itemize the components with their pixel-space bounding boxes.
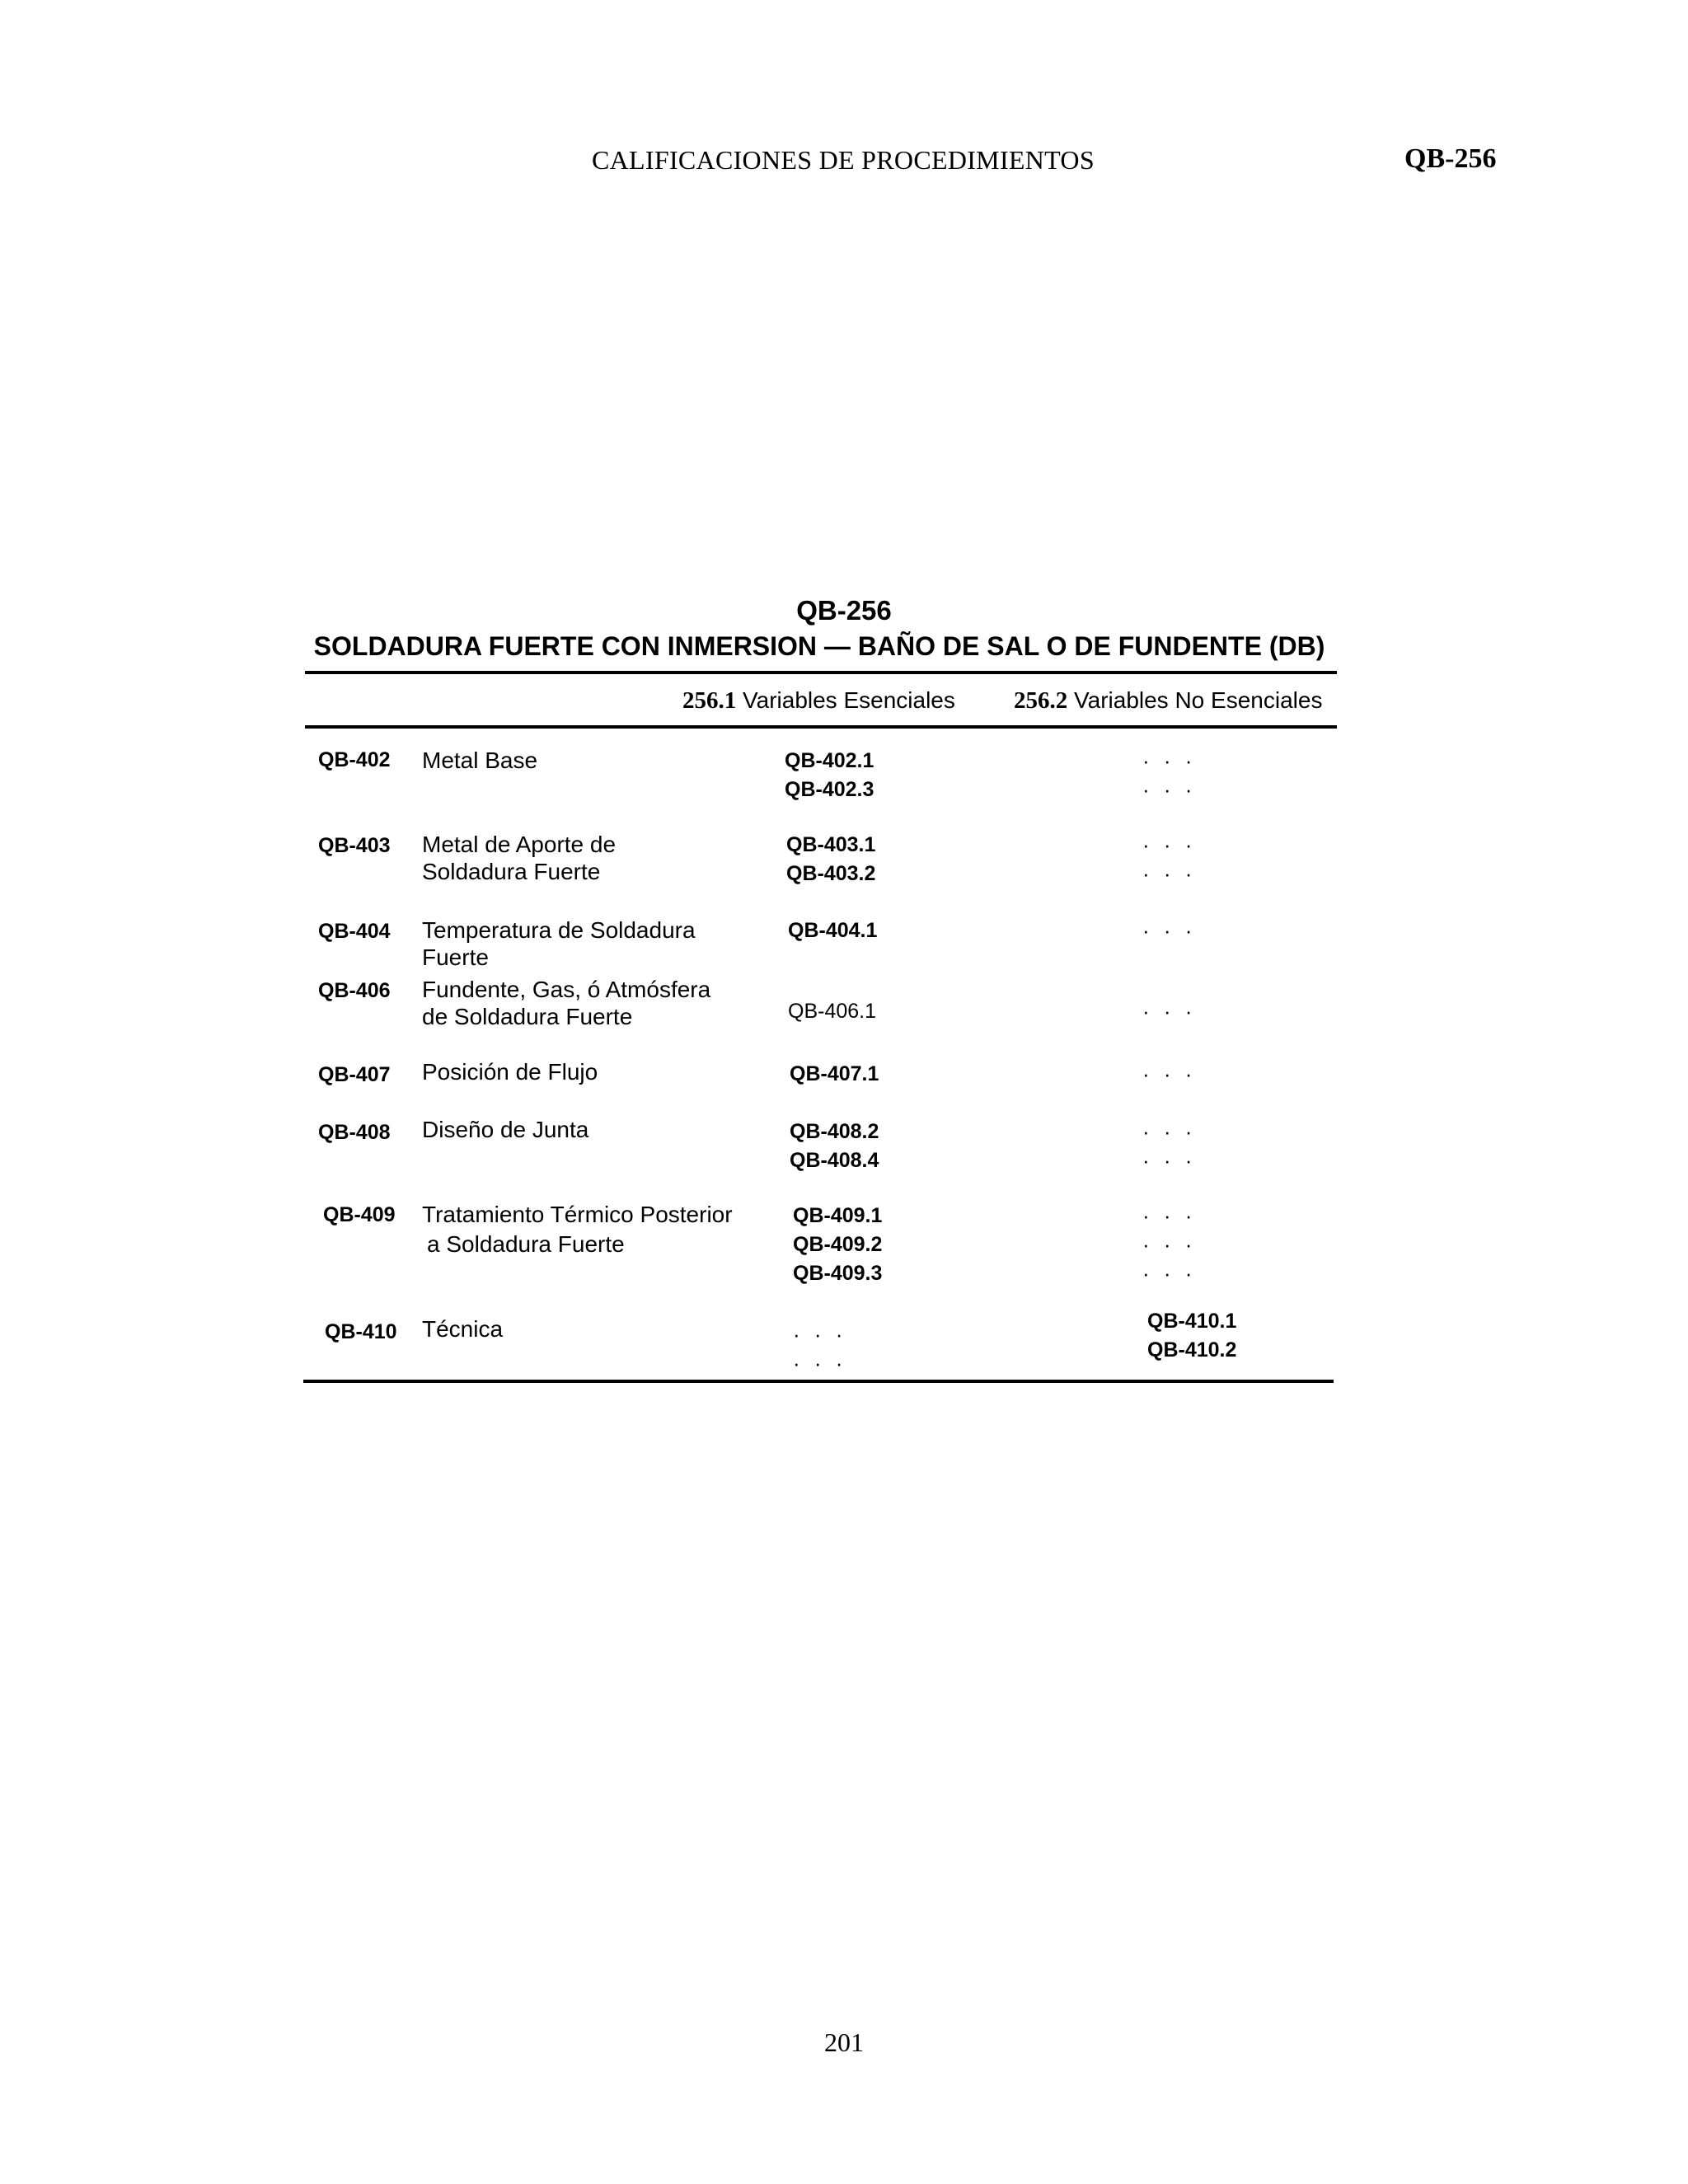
essential-variables: QB-402.1 QB-402.3 xyxy=(785,749,874,801)
row-code: QB-406 xyxy=(318,979,391,1002)
column-header-essential xyxy=(682,687,955,715)
running-header-title: CALIFICACIONES DE PROCEDIMIENTOS xyxy=(592,145,1095,175)
nonessential-variables: · · · · · · xyxy=(1142,1119,1197,1173)
column-nonessential-number: 256.2 xyxy=(1014,687,1068,714)
essential-variables: QB-409.1 QB-409.2 QB-409.3 xyxy=(793,1204,883,1285)
header-rule xyxy=(305,725,1337,729)
row-code: QB-403 xyxy=(318,834,391,857)
nonessential-variables: · · · · · · xyxy=(1142,832,1197,886)
row-description: Posición de Flujo xyxy=(422,1059,598,1085)
column-nonessential-label: Variables No Esenciales xyxy=(1074,687,1323,713)
row-description: Metal de Aporte de Soldadura Fuerte xyxy=(422,832,617,884)
row-description: Técnica xyxy=(422,1316,504,1342)
essential-variables: QB-406.1 xyxy=(788,1000,877,1023)
row-code: QB-409 xyxy=(323,1203,396,1226)
row-code: QB-410 xyxy=(325,1320,397,1343)
nonessential-variables: · · · xyxy=(1142,918,1197,943)
row-description: Temperatura de Soldadura Fuerte xyxy=(422,917,696,970)
table-title: SOLDADURA FUERTE CON INMERSION — BAÑO DE SAL O DE FUNDENTE (DB) xyxy=(313,631,1325,661)
nonessential-variables: · · · · · · · · · xyxy=(1142,1203,1197,1286)
row-code: QB-408 xyxy=(318,1121,391,1144)
essential-variables: QB-404.1 xyxy=(788,919,878,942)
essential-variables: QB-408.2 QB-408.4 xyxy=(790,1120,879,1172)
top-rule xyxy=(305,671,1337,674)
bottom-rule xyxy=(303,1380,1334,1383)
essential-variables: · · · · · · xyxy=(793,1322,847,1376)
running-header-code: QB-256 xyxy=(1404,143,1497,174)
row-code: QB-404 xyxy=(318,920,391,943)
table-code: QB-256 xyxy=(796,595,892,626)
nonessential-variables: · · · xyxy=(1142,1062,1197,1086)
row-description: Diseño de Junta xyxy=(422,1117,589,1142)
row-code: QB-407 xyxy=(318,1063,391,1086)
row-description: Fundente, Gas, ó Atmósfera de Soldadura Fuerte xyxy=(422,977,711,1029)
nonessential-variables: QB-410.1 QB-410.2 xyxy=(1147,1310,1237,1361)
essential-variables: QB-407.1 xyxy=(790,1062,879,1085)
nonessential-variables: · · · · · · xyxy=(1142,748,1197,802)
column-essential-label: Variables Esenciales xyxy=(743,687,955,713)
essential-variables: QB-403.1 QB-403.2 xyxy=(786,833,876,885)
column-essential-number: 256.1 xyxy=(682,687,737,714)
nonessential-variables: · · · xyxy=(1142,999,1197,1024)
page-number: 201 xyxy=(824,2027,864,2057)
row-description: Metal Base xyxy=(422,748,538,773)
column-header-nonessential xyxy=(1014,687,1322,715)
row-description: Tratamiento Térmico Posterior a Soldadura Fuerte xyxy=(422,1202,733,1257)
row-code: QB-402 xyxy=(318,748,391,771)
